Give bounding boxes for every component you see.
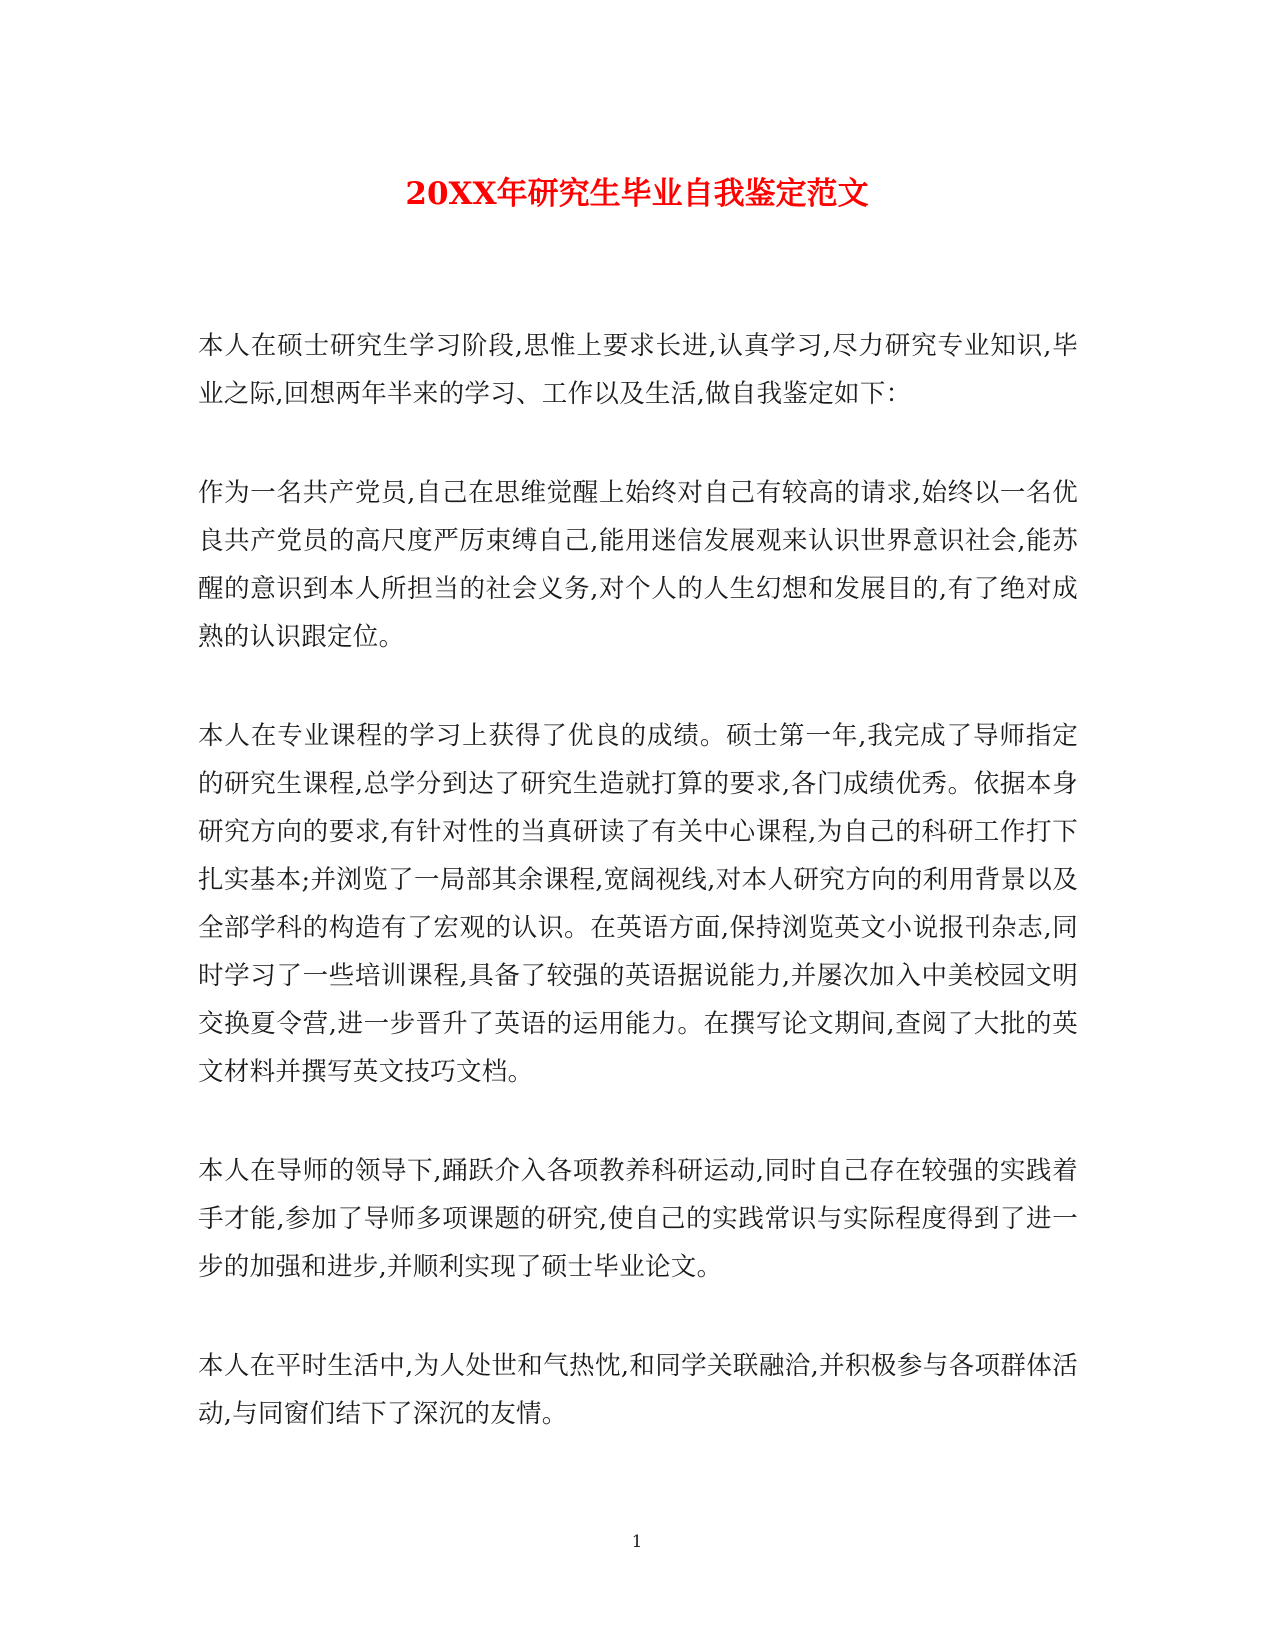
paragraph-life: 本人在平时生活中,为人处世和气热忱,和同学关联融洽,并积极参与各项群体活动,与同窗们结下了深沉的友情。 bbox=[198, 1351, 1078, 1429]
page-number: 1 bbox=[631, 1532, 643, 1552]
paragraph-research: 本人在导师的领导下,踊跃介入各项教养科研运动,同时自己存在较强的实践着手才能,参加了导师多项课题的研究,使自己的实践常识与实际程度得到了进一步的加强和进步,并顺利实现了硕士毕业论文。 bbox=[198, 1156, 1078, 1282]
document-title: 20XX年研究生毕业自我鉴定范文 bbox=[405, 176, 869, 212]
paragraph-political: 作为一名共产党员,自己在思维觉醒上始终对自己有较高的请求,始终以一名优良共产党员的高尺度严厉束缚自己,能用迷信发展观来认识世界意识社会,能苏醒的意识到本人所担当的社会义务,对个人的人生幻想和发展目的,有了绝对成熟的认识跟定位。 bbox=[198, 478, 1078, 652]
paragraph-intro: 本人在硕士研究生学习阶段,思惟上要求长进,认真学习,尽力研究专业知识,毕业之际,回想两年半来的学习、工作以及生活,做自我鉴定如下： bbox=[198, 331, 1078, 409]
paragraph-coursework: 本人在专业课程的学习上获得了优良的成绩。硕士第一年,我完成了导师指定的研究生课程,总学分到达了研究生造就打算的要求,各门成绩优秀。依据本身研究方向的要求,有针对性的当真研读了有关中心课程,为自己的科研工作打下扎实基本;并浏览了一局部其余课程,宽阔视线,对本人研究方向的利用背景以及全部学科的构造有了宏观的认识。在英语方面,保持浏览英文小说报刊杂志,同时学习了一些培训课程,具备了较强的英语据说能力,并屡次加入中美校园文明交换夏令营,进一步晋升了英语的运用能力。在撰写论文期间,查阅了大批的英文材料并撰写英文技巧文档。 bbox=[198, 721, 1078, 1087]
document-body bbox=[198, 322, 1078, 1489]
